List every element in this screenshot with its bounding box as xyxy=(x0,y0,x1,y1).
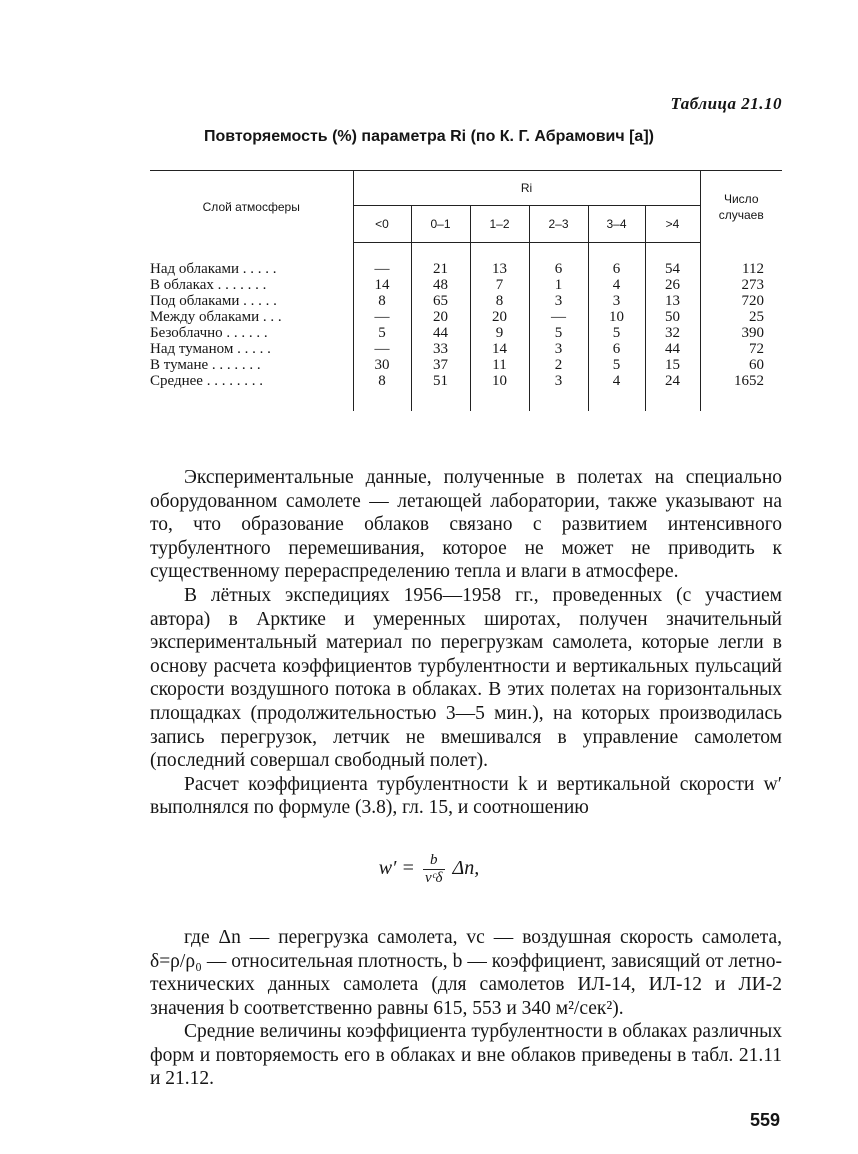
table-cell: 1 xyxy=(529,277,588,293)
table-cell: — xyxy=(353,341,411,357)
table-cell: 6 xyxy=(588,243,645,278)
table-cell: 9 xyxy=(470,325,529,341)
row-label: В тумане . . . . . . . xyxy=(150,357,261,373)
table-cell: 2 xyxy=(529,357,588,373)
ri-column-header: Ri xyxy=(353,171,700,206)
table-cell: 4 xyxy=(588,373,645,411)
table-cell: — xyxy=(353,243,411,278)
table-cell: 48 xyxy=(411,277,470,293)
count-cell: 72 xyxy=(700,341,782,357)
table-cell: 8 xyxy=(353,373,411,411)
count-column-header: Число случаев xyxy=(700,171,782,243)
count-cell: 273 xyxy=(700,277,782,293)
formula-denominator: vᶜδ xyxy=(424,870,443,886)
table-cell: 6 xyxy=(588,341,645,357)
page-number: 559 xyxy=(749,1110,780,1130)
table-title: Повторяемость (%) параметра Ri (по К. Г. Абрамович [a]) xyxy=(204,128,654,145)
table-cell: 26 xyxy=(645,277,700,293)
table-cell: 8 xyxy=(353,293,411,309)
table-cell: 5 xyxy=(588,325,645,341)
table-cell: 37 xyxy=(411,357,470,373)
table-cell: — xyxy=(529,309,588,325)
table-cell: 5 xyxy=(529,325,588,341)
table-cell: 3 xyxy=(529,341,588,357)
row-label: Над облаками . . . . . xyxy=(150,260,277,277)
table-cell: 10 xyxy=(470,373,529,411)
table-label: Таблица 21.10 xyxy=(670,94,782,113)
row-label: Безоблачно . . . . . . xyxy=(150,325,268,341)
table-cell: 30 xyxy=(353,357,411,373)
table-cell: 14 xyxy=(353,277,411,293)
formula-lhs: w′ = xyxy=(378,857,415,880)
paragraph: В лётных экспедициях 1956—1958 гг., проведенных (с участием автора) в Арктике и умеренных широтах, получен значительный экспериментальный материал по перегрузкам самолета, которые легли в основу расчета коэффициентов турбулентности и вертикальных пульсаций скорости воздушного потока в облаках. В этих полетах на горизонтальных площадках (продолжительностью 3—5 мин.), на которых производилась запись перегрузок, летчик не вмешивался в управление самолетом (последний совершал свободный полет). xyxy=(150,584,782,772)
table-cell: 4 xyxy=(588,277,645,293)
table-cell: 13 xyxy=(645,293,700,309)
table-cell: 20 xyxy=(470,309,529,325)
table-row xyxy=(150,357,782,373)
row-label: Между облаками . . . xyxy=(150,309,282,325)
table-cell: 15 xyxy=(645,357,700,373)
table-row xyxy=(150,341,782,357)
table-cell: — xyxy=(353,309,411,325)
table-cell: 51 xyxy=(411,373,470,411)
ri-subheader: 2–3 xyxy=(529,206,588,243)
table-cell: 65 xyxy=(411,293,470,309)
table-row xyxy=(150,243,782,278)
table-cell: 50 xyxy=(645,309,700,325)
ri-subheader: <0 xyxy=(353,206,411,243)
table-cell: 8 xyxy=(470,293,529,309)
ri-subheader: 3–4 xyxy=(588,206,645,243)
table-cell: 11 xyxy=(470,357,529,373)
table-cell: 32 xyxy=(645,325,700,341)
table-cell: 5 xyxy=(353,325,411,341)
table-cell: 5 xyxy=(588,357,645,373)
count-cell: 1652 xyxy=(700,373,782,411)
formula-numerator: b xyxy=(423,852,445,870)
formula xyxy=(0,852,858,887)
table-cell: 10 xyxy=(588,309,645,325)
formula-fraction xyxy=(423,852,445,887)
table-cell: 3 xyxy=(529,293,588,309)
table-row xyxy=(150,277,782,293)
count-cell: 25 xyxy=(700,309,782,325)
table-row xyxy=(150,309,782,325)
row-label: Под облаками . . . . . xyxy=(150,293,277,309)
table-cell: 13 xyxy=(470,243,529,278)
paragraph: Экспериментальные данные, полученные в полетах на специально оборудованном самолете — летающей лаборатории, также указывают на то, что образование облаков связано с развитием интенсивного турбулентного перемешивания, которое не может не приводить к существенному перераспределению тепла и влаги в атмосфере. xyxy=(150,467,782,583)
table-cell: 3 xyxy=(529,373,588,411)
paragraph: где Δn — перегрузка самолета, vc — воздушная скорость самолета, δ=ρ/ρ₀ — относительная плотность, b — коэффициент, зависящий от летно-технических данных самолета (для самолетов ИЛ-14, ИЛ-12 и ЛИ-2 значения b соответственно равны 615, 553 и 340 м²/сек²). xyxy=(150,926,782,1019)
table-cell: 44 xyxy=(411,325,470,341)
layer-column-header: Слой атмосферы xyxy=(202,199,300,214)
table-cell: 14 xyxy=(470,341,529,357)
table-cell: 33 xyxy=(411,341,470,357)
table-row xyxy=(150,325,782,341)
count-cell: 112 xyxy=(700,243,782,278)
table-cell: 54 xyxy=(645,243,700,278)
table-cell: 7 xyxy=(470,277,529,293)
table-cell: 24 xyxy=(645,373,700,411)
ri-subheader: 0–1 xyxy=(411,206,470,243)
table-cell: 3 xyxy=(588,293,645,309)
table-cell: 6 xyxy=(529,243,588,278)
table-row xyxy=(150,293,782,309)
ri-subheader: 1–2 xyxy=(470,206,529,243)
table-row xyxy=(150,373,782,411)
row-label: Над туманом . . . . . xyxy=(150,341,271,357)
paragraph: Средние величины коэффициента турбулентности в облаках различных форм и повторяемость его в облаках и вне облаков приведены в табл. 21.11 и 21.12. xyxy=(150,1021,782,1090)
row-label: Среднее . . . . . . . . xyxy=(150,373,263,389)
ri-frequency-table xyxy=(150,170,782,411)
table-cell: 21 xyxy=(411,243,470,278)
formula-rhs: Δn, xyxy=(452,857,480,880)
table-cell: 20 xyxy=(411,309,470,325)
count-cell: 720 xyxy=(700,293,782,309)
paragraph: Расчет коэффициента турбулентности k и вертикальной скорости w′ выполнялся по формуле (3.8), гл. 15, и соотношению xyxy=(150,773,782,819)
row-label: В облаках . . . . . . . xyxy=(150,277,267,293)
table-cell: 44 xyxy=(645,341,700,357)
ri-subheader: >4 xyxy=(645,206,700,243)
body-text xyxy=(150,466,782,1091)
count-cell: 390 xyxy=(700,325,782,341)
count-cell: 60 xyxy=(700,357,782,373)
